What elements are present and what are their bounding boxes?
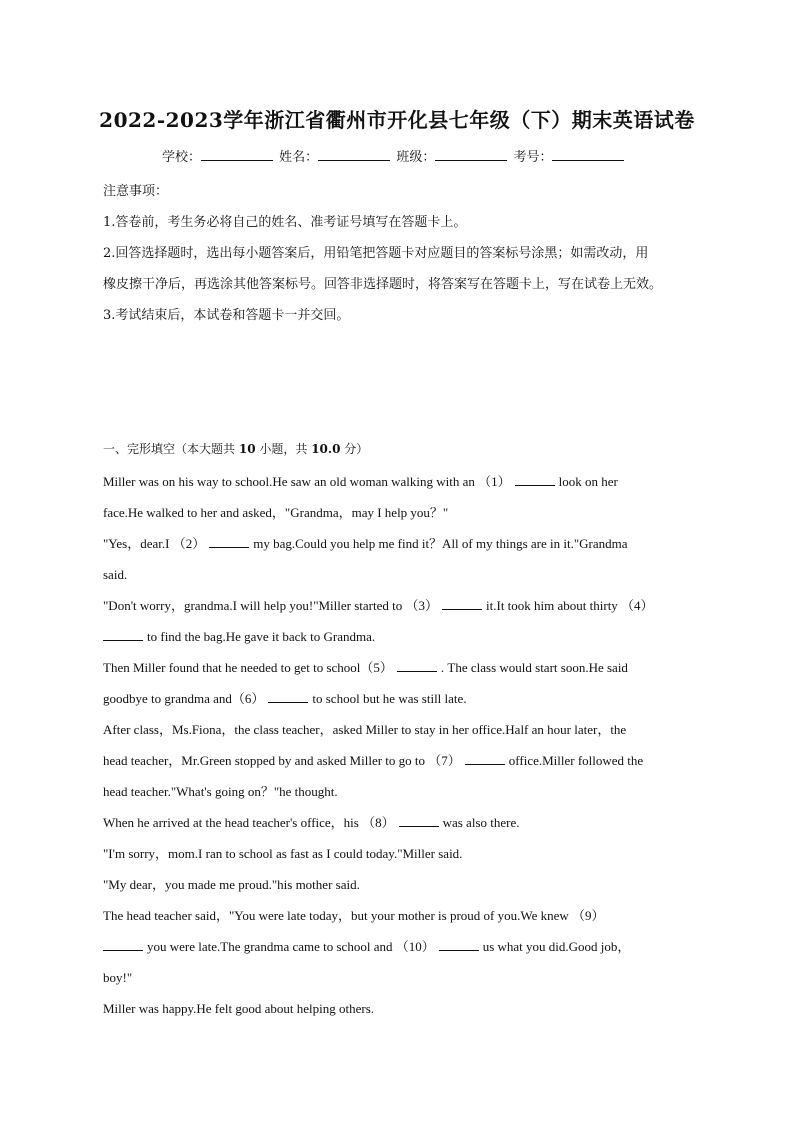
answer-blank-2: [209, 535, 249, 548]
passage-line: boy!": [103, 970, 133, 985]
notes-block: [103, 176, 703, 331]
section-end: 分）: [340, 442, 369, 456]
name-blank: [318, 148, 390, 161]
exam-title: 2022-2023学年浙江省衢州市开化县七年级（下）期末英语试卷: [99, 108, 695, 132]
answer-blank-1: [515, 473, 555, 486]
number-blank: [552, 148, 624, 161]
passage-line: you were late.The grandma came to school and （10） us what you did.Good job，: [103, 931, 703, 962]
answer-blank-3: [442, 597, 482, 610]
passage-line: After class，Ms.Fiona，the class teacher，asked Miller to stay in her office.Half an hour later，the: [103, 722, 627, 737]
section-heading: [103, 440, 368, 457]
section-score: 10.0: [311, 442, 341, 456]
school-label: 学校：: [162, 150, 202, 165]
passage-line: head teacher."What's going on？"he thought.: [103, 784, 338, 799]
section-count: 10: [238, 442, 256, 456]
answer-blank-9: [103, 938, 143, 951]
answer-blank-5: [397, 659, 437, 672]
section-label: 一、完形填空（本大题共: [103, 442, 236, 456]
note-item: 橡皮擦干净后，再选涂其他答案标号。回答非选择题时，将答案写在答题卡上，写在试卷上无效。: [103, 277, 663, 292]
number-label: 考号：: [513, 150, 553, 165]
notes-heading: 注意事项：: [103, 184, 169, 199]
answer-blank-10: [439, 938, 479, 951]
passage-line: goodbye to grandma and（6） to school but he was still late.: [103, 691, 467, 706]
passage-line: Then Miller found that he needed to get to school（5） . The class would start soon.He said: [103, 660, 628, 675]
answer-blank-8: [399, 814, 439, 827]
passage-line: face.He walked to her and asked，"Grandma，may I help you？": [103, 505, 449, 520]
note-item: 2.回答选择题时，选出每小题答案后，用铅笔把答题卡对应题目的答案标号涂黑；如需改动，用: [103, 246, 649, 261]
name-label: 姓名：: [279, 150, 319, 165]
passage-line: "I'm sorry，mom.I ran to school as fast as I could today."Miller said.: [103, 846, 463, 861]
answer-blank-7: [465, 752, 505, 765]
section-mid: 小题，共: [255, 442, 312, 456]
passage-line: to find the bag.He gave it back to Grandma.: [103, 621, 703, 652]
passage-line: head teacher，Mr.Green stopped by and asked Miller to go to （7） office.Miller followed the: [103, 753, 644, 768]
student-info-row: [162, 146, 626, 165]
cloze-passage: [103, 466, 703, 1024]
passage-line: "My dear，you made me proud."his mother said.: [103, 877, 360, 892]
passage-line: said.: [103, 567, 128, 582]
answer-blank-6: [268, 690, 308, 703]
school-blank: [201, 148, 273, 161]
passage-line: Miller was happy.He felt good about helping others.: [103, 1001, 375, 1016]
passage-line: "Yes，dear.I （2） my bag.Could you help me find it？All of my things are in it."Grandma: [103, 536, 628, 551]
answer-blank-4: [103, 628, 143, 641]
class-blank: [435, 148, 507, 161]
passage-line: "Don't worry，grandma.I will help you!"Miller started to （3） it.It took him about thirty （4）: [103, 598, 654, 613]
passage-line: Miller was on his way to school.He saw an old woman walking with an （1） look on her: [103, 474, 618, 489]
note-item: 1.答卷前，考生务必将自己的姓名、准考证号填写在答题卡上。: [103, 215, 467, 230]
class-label: 班级：: [396, 150, 436, 165]
passage-line: When he arrived at the head teacher's office，his （8） was also there.: [103, 815, 520, 830]
note-item: 3.考试结束后，本试卷和答题卡一并交回。: [103, 308, 350, 323]
passage-line: The head teacher said，"You were late today，but your mother is proud of you.We knew （9）: [103, 908, 605, 923]
